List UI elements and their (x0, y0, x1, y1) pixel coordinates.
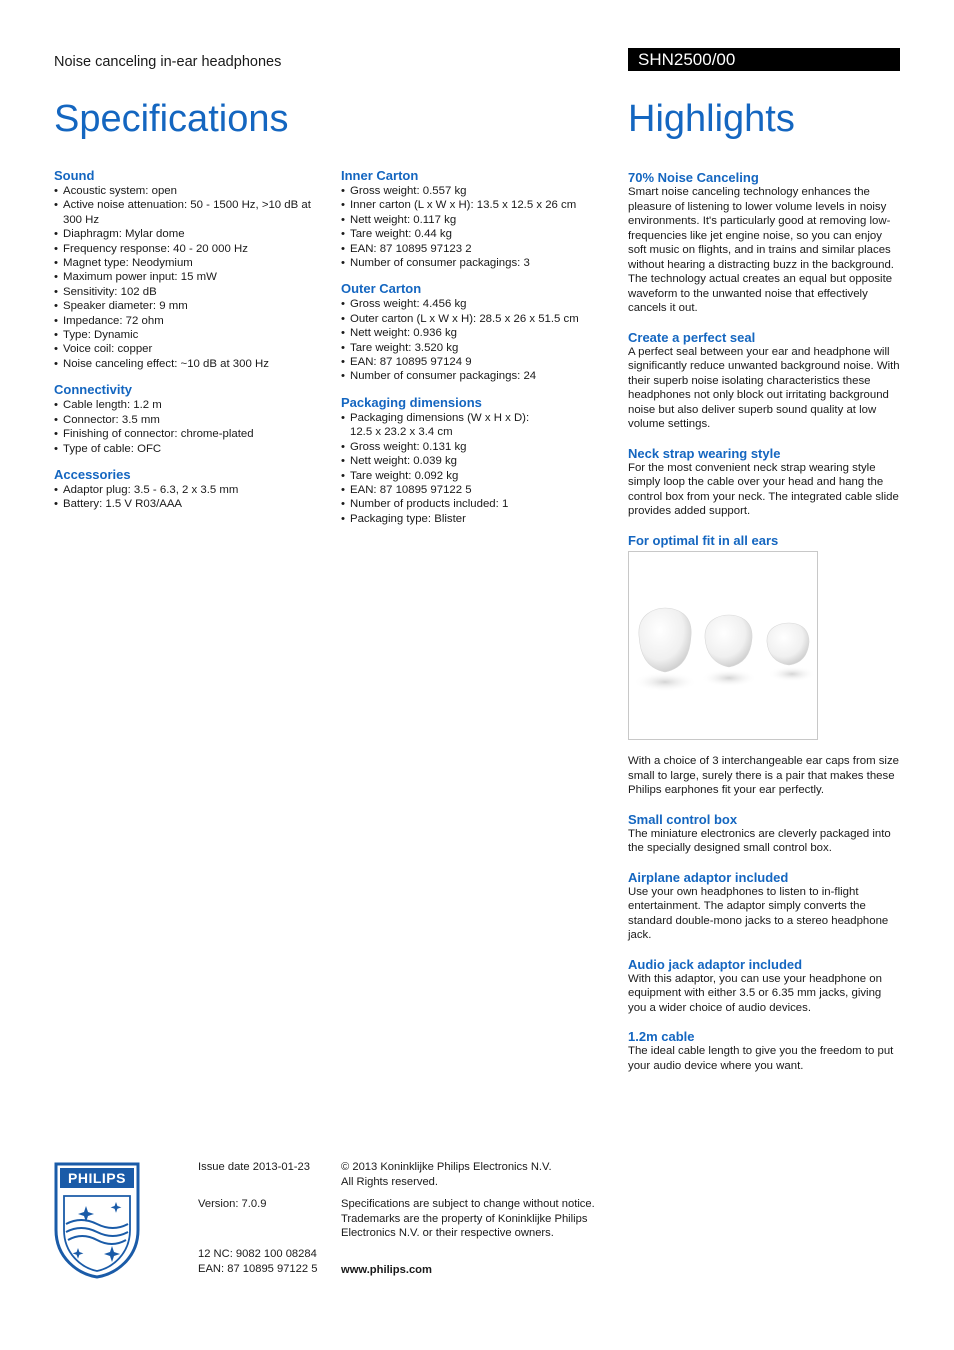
model-number: SHN2500/00 (638, 50, 736, 69)
spec-item: • Packaging type: Blister (341, 512, 603, 526)
spec-section-inner-carton (341, 168, 603, 270)
highlight-text: Smart noise canceling technology enhances the pleasure of listening to lower volume levels in noisy environments. It's particularly good at removing low-frequencies like jet engine noise, so you can enjoy soft music on flights, and in trains and similar places without hearing a distracting buzz in the background. The technology actual creates an equal but opposite waveform to the unwanted noise that effectively cancels it out. (628, 186, 894, 314)
spec-item: • Cable length: 1.2 m (54, 398, 329, 412)
highlight-heading: Neck strap wearing style (628, 445, 781, 461)
copyright: © 2013 Koninklijke Philips Electronics N.V. (341, 1161, 552, 1173)
highlight-heading: Audio jack adaptor included (628, 956, 803, 972)
highlights-column-continued (628, 754, 902, 1087)
spec-item: • Number of consumer packagings: 24 (341, 369, 603, 383)
highlight-text: Use your own headphones to listen to in-flight entertainment. The adaptor simply converts the standard double-mono jacks to a stereo headphone jack. (628, 885, 889, 941)
spec-item: • Speaker diameter: 9 mm (54, 299, 329, 313)
spec-item: • Maximum power input: 15 mW (54, 270, 329, 284)
spec-item: • Tare weight: 3.520 kg (341, 341, 603, 355)
spec-heading: Accessories (54, 466, 131, 482)
disclaimer: Specifications are subject to change without notice. Trademarks are the property of Koninklijke Philips Electronics N.V. or their respective owners. (341, 1198, 595, 1239)
highlights-column (628, 170, 902, 548)
spec-item: • EAN: 87 10895 97123 2 (341, 242, 603, 256)
spec-heading: Sound (54, 168, 95, 183)
specs-column-1 (54, 168, 329, 523)
spec-item: • Diaphragm: Mylar dome (54, 227, 329, 241)
spec-item: • Battery: 1.5 V R03/AAA (54, 497, 329, 511)
spec-item: • EAN: 87 10895 97124 9 (341, 355, 603, 369)
spec-item: • Noise canceling effect: ~10 dB at 300 Hz (54, 357, 329, 371)
spec-item: • Sensitivity: 102 dB (54, 285, 329, 299)
spec-section-connectivity (54, 382, 329, 456)
highlight-text: With this adaptor, you can use your headphone on equipment with either 3.5 or 6.35 mm jacks, giving you a wider choice of audio devices. (628, 972, 882, 1014)
highlights-title: Highlights (628, 98, 795, 140)
spec-item: • Outer carton (L x W x H): 28.5 x 26 x 51.5 cm (341, 312, 603, 326)
spec-item: • Type: Dynamic (54, 328, 329, 342)
highlight-heading: 70% Noise Canceling (628, 170, 759, 185)
website-link[interactable]: www.philips.com (341, 1263, 432, 1276)
twelve-nc: 12 NC: 9082 100 08284 (198, 1248, 317, 1260)
specifications-title: Specifications (54, 98, 289, 140)
spec-item: • Adaptor plug: 3.5 - 6.3, 2 x 3.5 mm (54, 483, 329, 497)
spec-item: • Frequency response: 40 - 20 000 Hz (54, 242, 329, 256)
version: Version: 7.0.9 (198, 1197, 267, 1210)
spec-heading: Packaging dimensions (341, 394, 482, 410)
highlight-heading: For optimal fit in all ears (628, 532, 779, 548)
spec-item: • EAN: 87 10895 97122 5 (341, 483, 603, 497)
spec-item: • Packaging dimensions (W x H x D): 12.5 x 23.2 x 3.4 cm (341, 411, 603, 440)
spec-item: • Gross weight: 0.557 kg (341, 184, 603, 198)
model-number-banner (628, 48, 900, 71)
spec-item: • Acoustic system: open (54, 184, 329, 198)
highlight-heading: 1.2m cable (628, 1029, 695, 1044)
spec-item: • Connector: 3.5 mm (54, 413, 329, 427)
highlight-text: The ideal cable length to give you the freedom to put your audio device where you want. (628, 1045, 894, 1072)
spec-section-sound (54, 168, 329, 371)
spec-item: • Inner carton (L x W x H): 13.5 x 12.5 x 26 cm (341, 198, 603, 212)
highlight-text: The miniature electronics are cleverly packaged into the specially designed small control box. (628, 827, 891, 854)
specs-column-2 (341, 168, 603, 537)
spec-item: • Gross weight: 0.131 kg (341, 440, 603, 454)
spec-section-accessories (54, 467, 329, 512)
spec-item: • Gross weight: 4.456 kg (341, 297, 603, 311)
spec-item: • Number of consumer packagings: 3 (341, 256, 603, 270)
spec-heading: Outer Carton (341, 281, 422, 297)
spec-item: • Tare weight: 0.092 kg (341, 469, 603, 483)
spec-heading: Inner Carton (341, 168, 419, 183)
spec-section-packaging-dimensions (341, 395, 603, 526)
spec-item: • Active noise attenuation: 50 - 1500 Hz, >10 dB at 300 Hz (54, 198, 329, 227)
ear-caps-illustration (629, 552, 817, 739)
highlight-text: A perfect seal between your ear and headphone will significantly reduce unwanted background noise. With their superb noise isolating characteristics these headphones not only block out irritating background noise but also deliver superb sound quality at low volume settings. (628, 345, 900, 430)
spec-item: • Nett weight: 0.039 kg (341, 454, 603, 468)
spec-item: • Magnet type: Neodymium (54, 256, 329, 270)
highlight-text: With a choice of 3 interchangeable ear caps from size small to large, surely there is a pair that makes these Philips earphones fit your ear perfectly. (628, 755, 899, 796)
rights-reserved: All Rights reserved. (341, 1175, 438, 1188)
product-subtitle: Noise canceling in-ear headphones (54, 54, 282, 70)
spec-item: • Impedance: 72 ohm (54, 314, 329, 328)
highlight-text: For the most convenient neck strap wearing style simply loop the cable over your head and hang the control box from your neck. The integrated cable slide provides added support. (628, 461, 899, 517)
highlight-heading: Create a perfect seal (628, 329, 756, 345)
spec-item: • Tare weight: 0.44 kg (341, 227, 603, 241)
spec-item: • Nett weight: 0.117 kg (341, 213, 603, 227)
spec-item: • Nett weight: 0.936 kg (341, 326, 603, 340)
highlight-heading: Small control box (628, 811, 738, 827)
issue-date: Issue date 2013-01-23 (198, 1161, 310, 1173)
spec-item: • Finishing of connector: chrome-plated (54, 427, 329, 441)
spec-item: • Number of products included: 1 (341, 497, 603, 511)
philips-logo (54, 1162, 140, 1279)
spec-item: • Voice coil: copper (54, 342, 329, 356)
footer-meta (198, 1160, 328, 1276)
footer-ean: EAN: 87 10895 97122 5 (198, 1262, 318, 1275)
spec-heading: Connectivity (54, 382, 133, 398)
philips-wordmark: PHILIPS (68, 1170, 126, 1186)
spec-item: • Type of cable: OFC (54, 442, 329, 456)
footer-legal (341, 1160, 603, 1277)
highlight-heading: Airplane adaptor included (628, 869, 789, 885)
spec-section-outer-carton (341, 281, 603, 383)
ear-caps-image (628, 551, 818, 740)
